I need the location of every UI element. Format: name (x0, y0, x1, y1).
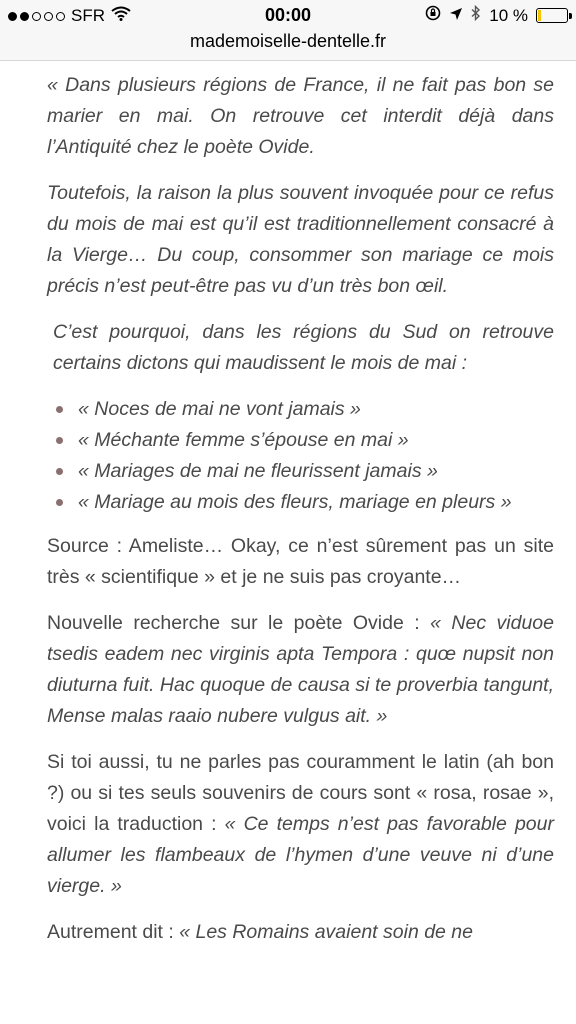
list-item: « Mariage au mois des fleurs, mariage en pleurs » (47, 487, 554, 518)
location-icon (449, 6, 463, 26)
list-item: « Mariages de mai ne fleurissent jamais » (47, 456, 554, 487)
status-time: 00:00 (264, 5, 312, 25)
paragraph-intro: « Dans plusieurs régions de France, il ne fait pas bon se marier en mai. On retrouve cet interdit déjà dans l’Antiquité chez le poète Ovide. (47, 74, 554, 158)
romains-quote: « Les Romains avaient soin de ne (179, 921, 474, 943)
paragraph-ovide (47, 608, 554, 732)
translation-lead: Si toi aussi, tu ne parles pas couramment le latin (ah bon ?) ou si tes seuls souvenirs de cours sont « rosa, rosae », voici la traduction : (47, 751, 554, 835)
battery-percentage: 10 % (489, 5, 528, 25)
url-bar[interactable]: mademoiselle-dentelle.fr (189, 31, 387, 51)
paragraph-dictons: C’est pourquoi, dans les régions du Sud on retrouve certains dictons qui maudissent le mois de mai : (53, 321, 554, 374)
list-item: « Noces de mai ne vont jamais » (47, 394, 554, 425)
carrier-name: SFR (71, 6, 105, 25)
paragraph-source: Source : Ameliste… Okay, ce n’est sûrement pas un site très « scientifique » et je ne suis pas croyante… (47, 535, 554, 588)
rotation-lock-icon (425, 5, 441, 26)
battery-fill (538, 10, 541, 21)
battery-icon (536, 8, 568, 23)
ovide-lead: Nouvelle recherche sur le poète Ovide : (47, 612, 431, 634)
browser-top-bar (0, 0, 576, 61)
romains-lead: Autrement dit : (47, 921, 180, 943)
ovide-quote: « Nec viduoe tsedis eadem nec virginis apta Tempora : quœ nupsit non diuturna fuit. Hac quoque de causa si te proverbia tangunt, Mense malas raaio nubere vulgus ait. » (47, 612, 554, 727)
paragraph-virgin: Toutefois, la raison la plus souvent invoquée pour ce refus du mois de mai est qu’il est traditionnellement consacré à la Vierge… Du coup, consommer son mariage ce mois précis n’est peut-être pas vu d’un très bon œil. (47, 182, 554, 297)
dictons-list (47, 394, 554, 518)
status-bar (0, 0, 576, 30)
paragraph-romains (47, 917, 554, 948)
status-right (425, 5, 568, 26)
list-item: « Méchante femme s’épouse en mai » (47, 425, 554, 456)
article-content (47, 70, 554, 963)
paragraph-translation (47, 747, 554, 902)
translation-quote: « Ce temps n’est pas favorable pour allumer les flambeaux de l’hymen d’une veuve ni d’une vierge. » (47, 813, 554, 897)
bluetooth-icon (471, 5, 481, 26)
